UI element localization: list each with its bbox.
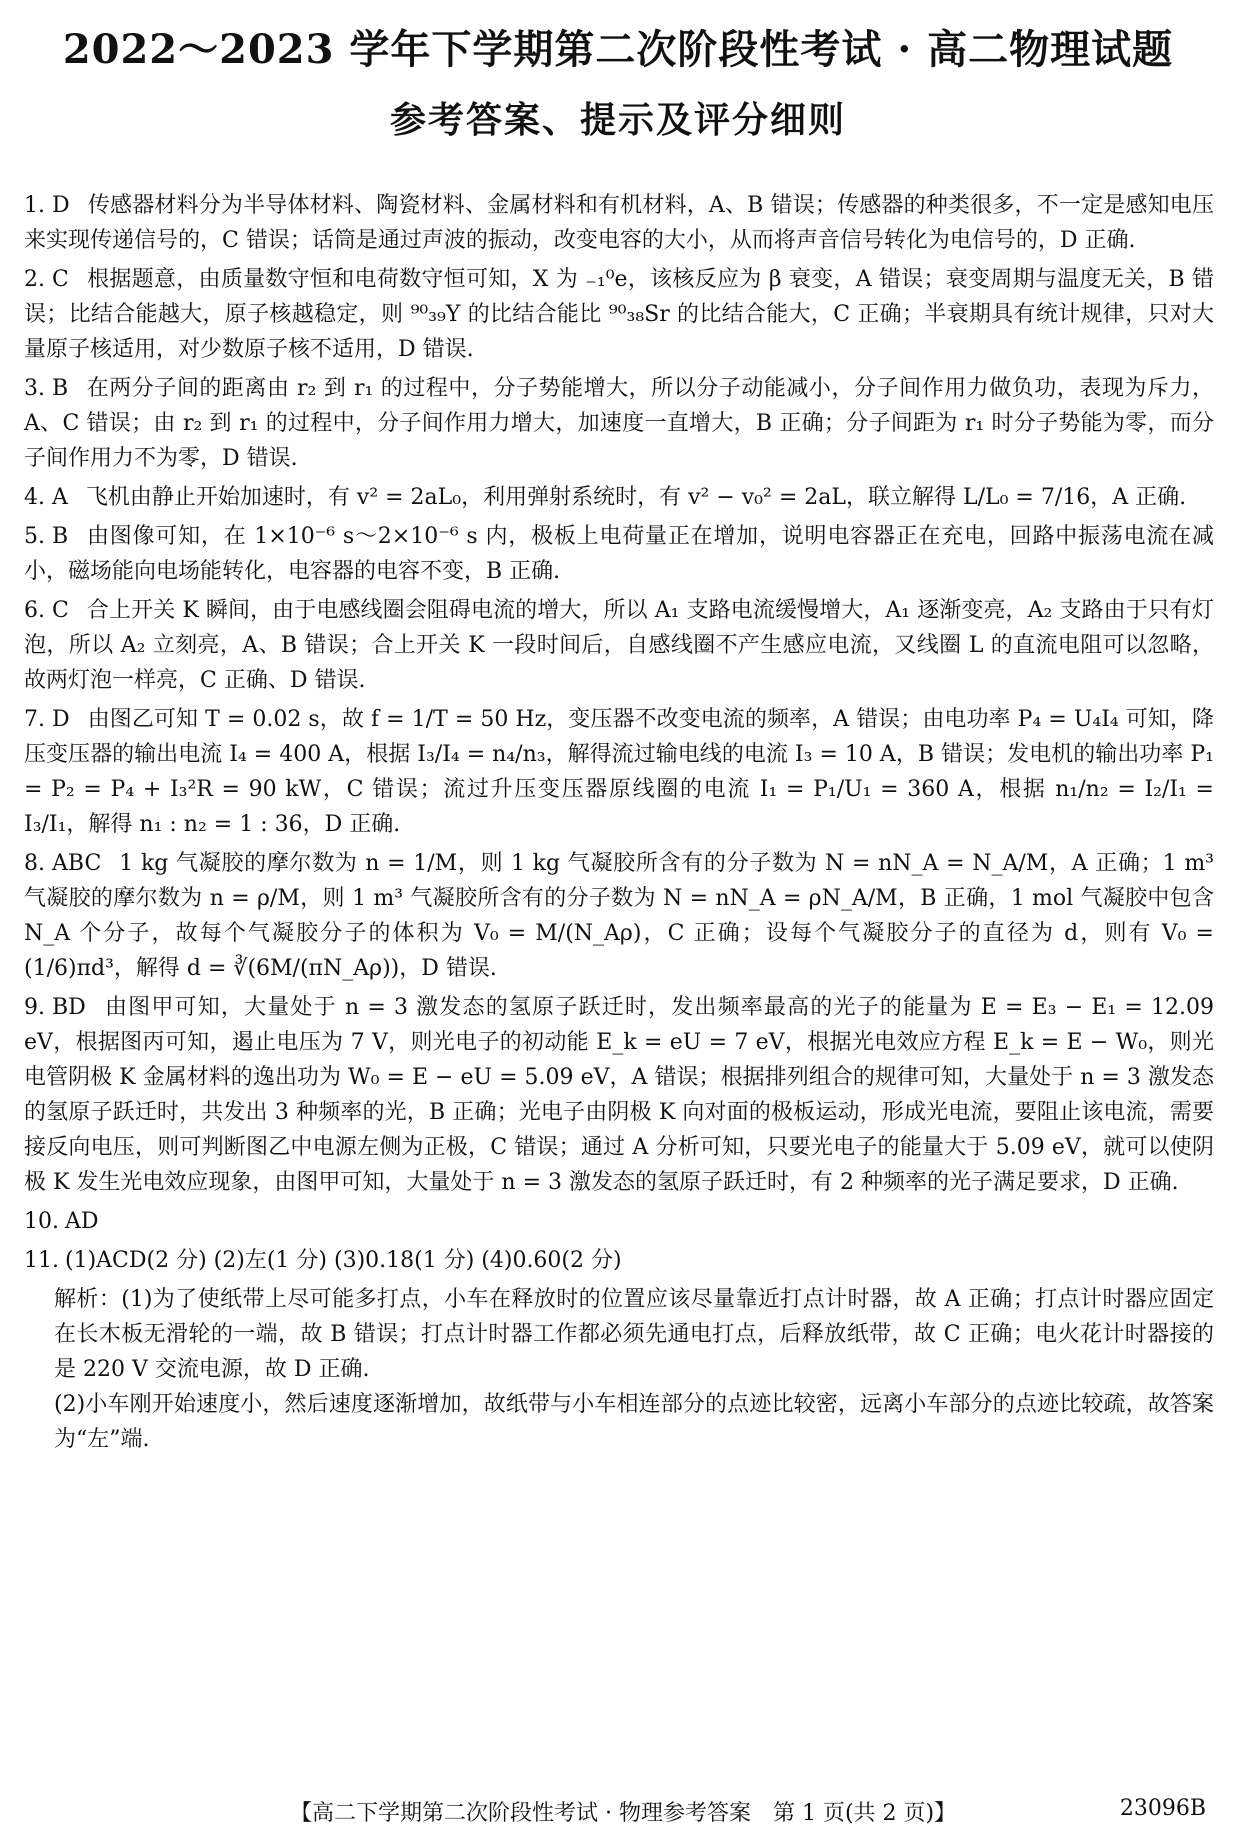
item-number: 8. bbox=[24, 851, 45, 876]
footer-page-info: 【高二下学期第二次阶段性考试 · 物理参考答案 第 1 页(共 2 页)】 bbox=[290, 1801, 957, 1826]
answer-item-2 bbox=[24, 262, 1214, 367]
item-number: 5. bbox=[24, 524, 45, 549]
item-number: 11. bbox=[24, 1248, 59, 1273]
item-explanation: 由图像可知，在 1×10⁻⁶ s～2×10⁻⁶ s 内，极板上电荷量正在增加，说明电容器正在充电，回路中振荡电流在减小，磁场能向电场能转化，电容器的电容不变，B 正确. bbox=[24, 524, 1214, 584]
answer-item-6 bbox=[24, 593, 1214, 698]
item-answer: B bbox=[52, 524, 69, 549]
item-explanation: 合上开关 K 瞬间，由于电感线圈会阻碍电流的增大，所以 A₁ 支路电流缓慢增大，A₁ 逐渐变亮，A₂ 支路由于只有灯泡，所以 A₂ 立刻亮，A、B 错误；合上开关 K 一段时间后，自感线圈不产生感应电流，又线圈 L 的直流电阻可以忽略，故两灯泡一样亮，C 正确、D 错误. bbox=[24, 598, 1214, 693]
item-number: 10. bbox=[24, 1209, 59, 1234]
answer-item-8 bbox=[24, 846, 1214, 986]
item-explanation: 根据题意，由质量数守恒和电荷数守恒可知，X 为 ₋₁⁰e，该核反应为 β 衰变，A 错误；衰变周期与温度无关，B 错误；比结合能越大，原子核越稳定，则 ⁹⁰₃₉Y 的比结合能比 ⁹⁰₃₈Sr 的比结合能大，C 正确；半衰期具有统计规律，只对大量原子核适用，对少数原子核不适用，D 错误. bbox=[24, 267, 1214, 362]
item-answer: AD bbox=[65, 1209, 99, 1234]
item-explanation: 1 kg 气凝胶的摩尔数为 n = 1/M，则 1 kg 气凝胶所含有的分子数为 N = nN_A = N_A/M，A 正确；1 m³ 气凝胶的摩尔数为 n = ρ/M，则 1 m³ 气凝胶所含有的分子数为 N = nN_A = ρN_A/M，B 正确，1 mol 气凝胶中包含 N_A 个分子，故每个气凝胶分子的体积为 V₀ = M/(N_Aρ)，C 正确；设每个气凝胶分子的直径为 d，则有 V₀ = (1/6)πd³，解得 d = ∛(6M/(πN_Aρ))，D 错误. bbox=[24, 851, 1214, 981]
item-number: 2. bbox=[24, 267, 45, 292]
item-explanation: 飞机由静止开始加速时，有 v² = 2aL₀，利用弹射系统时，有 v² − v₀² = 2aL，联立解得 L/L₀ = 7/16，A 正确. bbox=[85, 485, 1187, 510]
item-answer: C bbox=[52, 598, 69, 623]
answer-list bbox=[24, 188, 1214, 1457]
item-answer: A bbox=[52, 485, 68, 510]
item-number: 3. bbox=[24, 376, 45, 401]
item-answer: ABC bbox=[52, 851, 102, 876]
page-footer bbox=[0, 1796, 1236, 1826]
footer-code: 23096B bbox=[1119, 1796, 1206, 1821]
item-explanation: 由图甲可知，大量处于 n = 3 激发态的氢原子跃迁时，发出频率最高的光子的能量为 E = E₃ − E₁ = 12.09 eV，根据图丙可知，遏止电压为 7 V，则光电子的初动能 E_k = eU = 7 eV，根据光电效应方程 E_k = E − W₀，则光电管阴极 K 金属材料的逸出功为 W₀ = E − eU = 5.09 eV，A 错误；根据排列组合的规律可知，大量处于 n = 3 激发态的氢原子跃迁时，共发出 3 种频率的光，B 正确；光电子由阴极 K 向对面的极板运动，形成光电流，要阻止该电流，需要接反向电压，则可判断图乙中电源左侧为正极，C 错误；通过 A 分析可知，只要光电子的能量大于 5.09 eV，就可以使阴极 K 发生光电效应现象，由图甲可知，大量处于 n = 3 激发态的氢原子跃迁时，有 2 种频率的光子满足要求，D 正确. bbox=[24, 995, 1214, 1195]
answer-item-11 bbox=[24, 1243, 1214, 1278]
answer-item-9 bbox=[24, 990, 1214, 1200]
answer-item-7 bbox=[24, 702, 1214, 842]
answer-item-10 bbox=[24, 1204, 1214, 1239]
item-explanation: 由图乙可知 T = 0.02 s，故 f = 1/T = 50 Hz，变压器不改变电流的频率，A 错误；由电功率 P₄ = U₄I₄ 可知，降压变压器的输出电流 I₄ = 400 A，根据 I₃/I₄ = n₄/n₃，解得流过输电线的电流 I₃ = 10 A，B 错误；发电机的输出功率 P₁ = P₂ = P₄ + I₃²R = 90 kW，C 错误；流过升压变压器原线圈的电流 I₁ = P₁/U₁ = 360 A，根据 n₁/n₂ = I₂/I₁ = I₃/I₁，解得 n₁ : n₂ = 1 : 36，D 正确. bbox=[24, 707, 1214, 837]
item-number: 1. bbox=[24, 193, 45, 218]
item-explanation: 传感器材料分为半导体材料、陶瓷材料、金属材料和有机材料，A、B 错误；传感器的种类很多，不一定是感知电压来实现传递信号的，C 错误；话筒是通过声波的振动，改变电容的大小，从而将声音信号转化为电信号的，D 正确. bbox=[24, 193, 1214, 253]
item-answer: C bbox=[52, 267, 69, 292]
item-answer-line: (1)ACD(2 分) (2)左(1 分) (3)0.18(1 分) (4)0.60(2 分) bbox=[65, 1248, 622, 1273]
answer-item-4 bbox=[24, 480, 1214, 515]
answer-item-5 bbox=[24, 519, 1214, 589]
item-number: 6. bbox=[24, 598, 45, 623]
item-number: 4. bbox=[24, 485, 45, 510]
analysis-paragraph-1: 解析：(1)为了使纸带上尽可能多打点，小车在释放时的位置应该尽量靠近打点计时器，故 A 正确；打点计时器应固定在长木板无滑轮的一端，故 B 错误；打点计时器工作都必须先通电打点，后释放纸带，故 C 正确；电火花计时器接的是 220 V 交流电源，故 D 正确. bbox=[54, 1287, 1214, 1382]
page-title: 2022～2023 学年下学期第二次阶段性考试 · 高二物理试题 bbox=[62, 26, 1174, 73]
item-answer: D bbox=[52, 193, 70, 218]
item-answer: D bbox=[52, 707, 70, 732]
page-subtitle: 参考答案、提示及评分细则 bbox=[389, 99, 846, 141]
item-answer: B bbox=[52, 376, 69, 401]
item-number: 7. bbox=[24, 707, 45, 732]
item-answer: BD bbox=[52, 995, 86, 1020]
analysis-paragraph-2: (2)小车刚开始速度小，然后速度逐渐增加，故纸带与小车相连部分的点迹比较密，远离小车部分的点迹比较疏，故答案为“左”端. bbox=[54, 1392, 1214, 1452]
item-number: 9. bbox=[24, 995, 45, 1020]
answer-item-1 bbox=[24, 188, 1214, 258]
answer-item-3 bbox=[24, 371, 1214, 476]
item-explanation: 在两分子间的距离由 r₂ 到 r₁ 的过程中，分子势能增大，所以分子动能减小，分子间作用力做负功，表现为斥力，A、C 错误；由 r₂ 到 r₁ 的过程中，分子间作用力增大，加速度一直增大，B 正确；分子间距为 r₁ 时分子势能为零，而分子间作用力不为零，D 错误. bbox=[24, 376, 1214, 471]
